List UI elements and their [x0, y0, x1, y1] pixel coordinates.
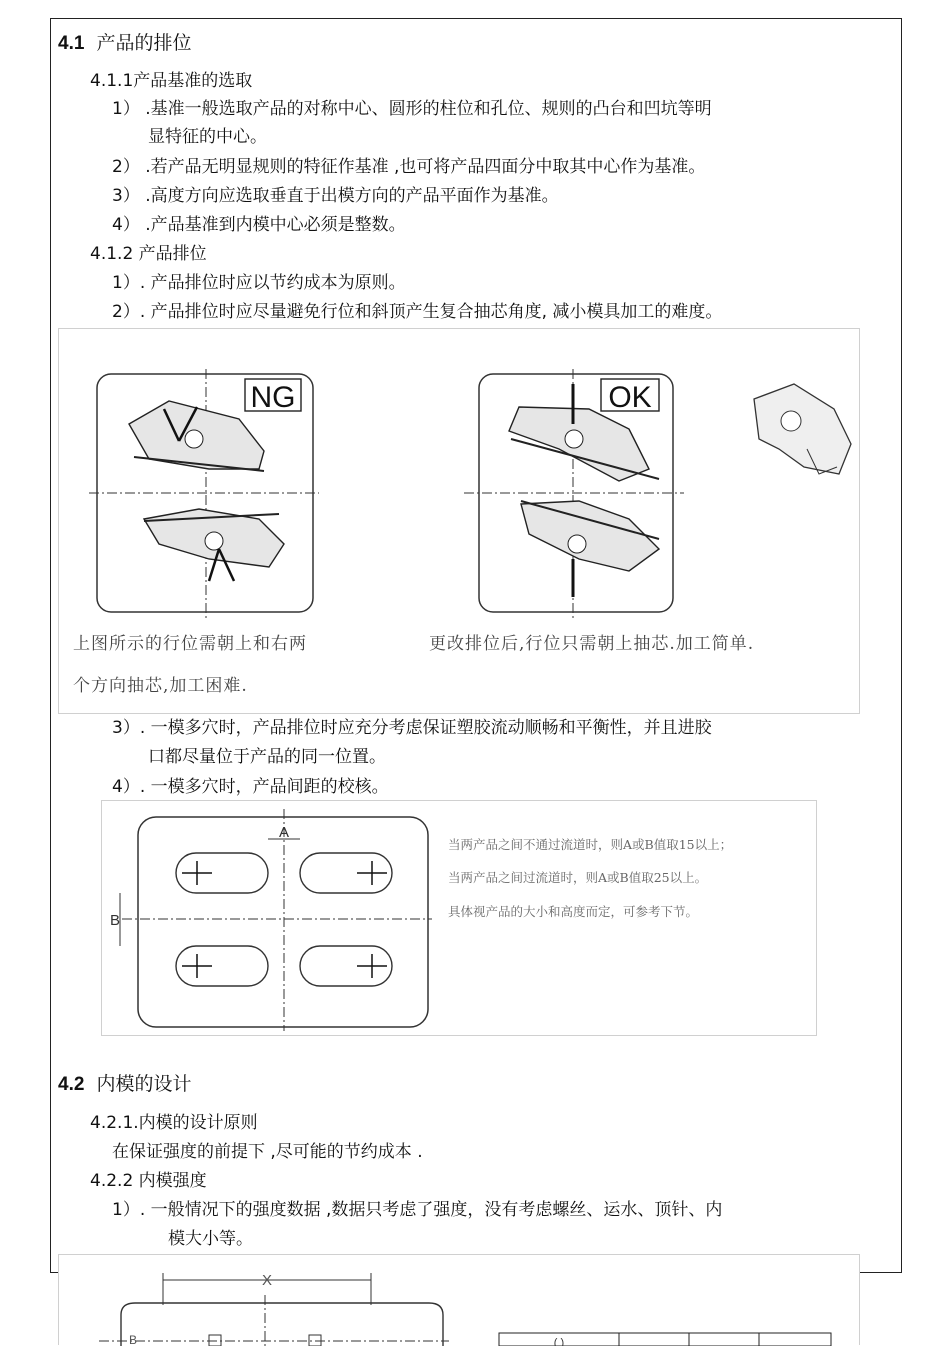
list-item-4-2-2-1-cont: 模大小等。	[168, 1229, 253, 1249]
list-item-4-1-2-4: 4）. 一模多穴时，产品间距的校核。	[112, 777, 389, 797]
section-heading-4-2: 4.2 内模的设计	[58, 1073, 192, 1095]
list-item-4-2-2-1: 1）. 一般情况下的强度数据 ,数据只考虑了强度，没有考虑螺丝、运水、顶针、内	[112, 1200, 723, 1220]
list-item-4-1-2-2: 2）. 产品排位时应尽量避免行位和斜顶产生复合抽芯角度, 减小模具加工的难度。	[112, 302, 723, 322]
caption-ng-line2: 个方向抽芯,加工困难.	[73, 676, 248, 696]
subsection-heading-4-1-2: 4.1.2 产品排位	[90, 244, 207, 264]
list-item-4-1-1-1-cont: 显特征的中心。	[148, 127, 267, 147]
insert-strength-drawing	[59, 1255, 859, 1346]
ng-label: NG	[250, 381, 296, 414]
list-item-4-1-1-3: 3） .高度方向应选取垂直于出模方向的产品平面作为基准。	[112, 186, 559, 206]
insert-strength-figure	[58, 1254, 860, 1345]
subsection-heading-4-1-1: 4.1.1产品基准的选取	[90, 71, 253, 91]
list-item-4-1-2-3-cont: 口都尽量位于产品的同一位置。	[148, 747, 386, 767]
spacing-note-2: 当两产品之间过流道时，则A或B值取25以上。	[448, 870, 708, 885]
list-item-4-1-2-3: 3）. 一模多穴时，产品排位时应充分考虑保证塑胶流动顺畅和平衡性，并且进胶	[112, 718, 712, 738]
dimension-a-label: A	[278, 824, 290, 841]
strength-table-cell: ( )	[553, 1337, 565, 1346]
list-item-4-1-1-1: 1） .基准一般选取产品的对称中心、圆形的柱位和孔位、规则的凸台和凹坑等明	[112, 99, 712, 119]
paragraph-4-2-1: 在保证强度的前提下 ,尽可能的节约成本 .	[112, 1142, 423, 1162]
layout-comparison-figure	[58, 328, 860, 714]
spacing-note-3: 具体视产品的大小和高度而定，可参考下节。	[448, 904, 699, 919]
dimension-b-label-2: B	[129, 1333, 138, 1346]
list-item-4-1-1-2: 2） .若产品无明显规则的特征作基准 ,也可将产品四面分中取其中心作为基准。	[112, 157, 706, 177]
spacing-note-1: 当两产品之间不通过流道时，则A或B值取15以上；	[448, 837, 733, 852]
caption-ok: 更改排位后,行位只需朝上抽芯.加工简单.	[429, 634, 755, 654]
ok-label: OK	[608, 381, 652, 414]
list-item-4-1-2-1: 1）. 产品排位时应以节约成本为原则。	[112, 273, 406, 293]
cavity-spacing-drawing	[102, 801, 432, 1035]
layout-comparison-drawing	[59, 329, 859, 713]
cavity-spacing-figure	[101, 800, 817, 1036]
subsection-heading-4-2-2: 4.2.2 内模强度	[90, 1171, 207, 1191]
caption-ng-line1: 上图所示的行位需朝上和右两	[73, 634, 307, 654]
dimension-x-label: X	[261, 1272, 273, 1289]
list-item-4-1-1-4: 4） .产品基准到内模中心必须是整数。	[112, 215, 406, 235]
section-heading-4-1: 4.1 产品的排位	[58, 32, 192, 54]
subsection-heading-4-2-1: 4.2.1.内模的设计原则	[90, 1113, 258, 1133]
dimension-b-label: B	[109, 912, 121, 929]
